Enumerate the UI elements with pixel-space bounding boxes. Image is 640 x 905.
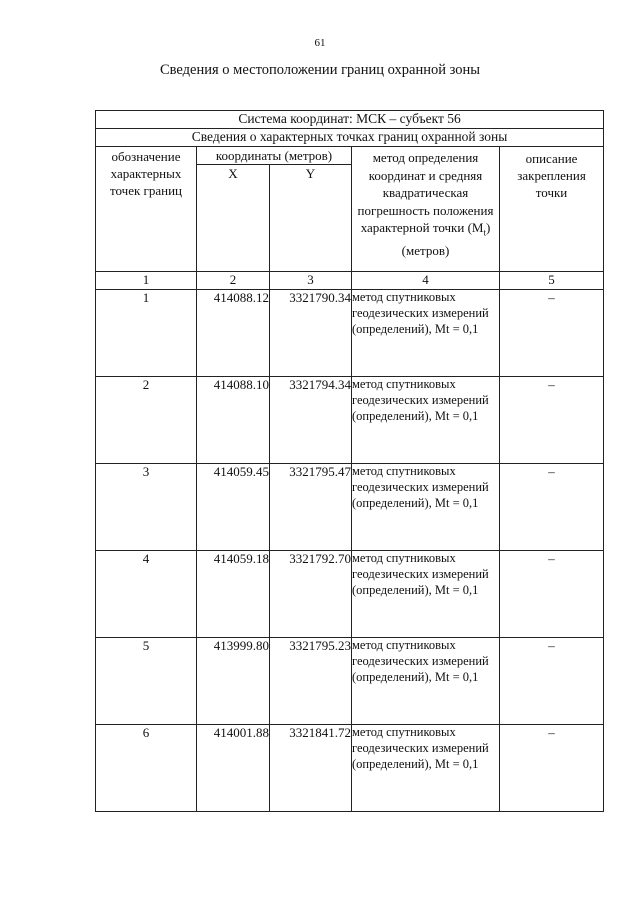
y-cell: 3321795.47 [270, 464, 352, 551]
column-number: 3 [270, 272, 352, 290]
y-cell: 3321794.34 [270, 377, 352, 464]
table-row [96, 290, 604, 377]
description-cell: – [500, 638, 604, 725]
table-subtitle-row [96, 129, 604, 147]
description-cell: – [500, 290, 604, 377]
header-y: Y [270, 165, 352, 272]
table-subtitle-cell: Сведения о характерных точках границ охранной зоны [96, 129, 604, 147]
header-method-text: метод определения координат и средняя квадратическая погрешность положения характерной точки [357, 150, 494, 235]
method-cell: метод спутниковых геодезических измерений (определений), Mt = 0,1 [352, 290, 500, 377]
point-cell: 2 [96, 377, 197, 464]
header-row [96, 147, 604, 165]
column-number: 4 [352, 272, 500, 290]
header-description: описание закрепления точки [500, 147, 604, 272]
method-cell: метод спутниковых геодезических измерений (определений), Mt = 0,1 [352, 377, 500, 464]
y-cell: 3321841.72 [270, 725, 352, 812]
description-cell: – [500, 464, 604, 551]
x-cell: 414088.12 [197, 290, 270, 377]
description-cell: – [500, 551, 604, 638]
x-cell: 414088.10 [197, 377, 270, 464]
boundary-points-table [95, 110, 604, 812]
point-cell: 3 [96, 464, 197, 551]
point-cell: 4 [96, 551, 197, 638]
description-cell: – [500, 725, 604, 812]
page-number: 61 [314, 37, 326, 49]
description-cell: – [500, 377, 604, 464]
method-cell: метод спутниковых геодезических измерений (определений), Mt = 0,1 [352, 638, 500, 725]
header-designation: обозначение характерных точек границ [96, 147, 197, 272]
x-cell: 414001.88 [197, 725, 270, 812]
header-coordinates: координаты (метров) [197, 147, 352, 165]
x-cell: 413999.80 [197, 638, 270, 725]
table-row [96, 638, 604, 725]
method-cell: метод спутниковых геодезических измерений (определений), Mt = 0,1 [352, 551, 500, 638]
table-row [96, 551, 604, 638]
x-cell: 414059.45 [197, 464, 270, 551]
header-x: X [197, 165, 270, 272]
method-cell: метод спутниковых геодезических измерений (определений), Mt = 0,1 [352, 725, 500, 812]
y-cell: 3321792.70 [270, 551, 352, 638]
header-method [352, 147, 500, 272]
x-cell: 414059.18 [197, 551, 270, 638]
point-cell: 5 [96, 638, 197, 725]
y-cell: 3321790.34 [270, 290, 352, 377]
header-method-mt: $(M_t)$ (метров) [401, 220, 491, 259]
coordinate-system-cell: Система координат: МСК – субъект 56 [96, 111, 604, 129]
column-numbers-row [96, 272, 604, 290]
table-row [96, 377, 604, 464]
coordinate-system-row [96, 111, 604, 129]
point-cell: 1 [96, 290, 197, 377]
document-title: Сведения о местоположении границ охранной зоны [159, 62, 480, 78]
y-cell: 3321795.23 [270, 638, 352, 725]
table-row [96, 725, 604, 812]
point-cell: 6 [96, 725, 197, 812]
table-row [96, 464, 604, 551]
column-number: 5 [500, 272, 604, 290]
method-cell: метод спутниковых геодезических измерений (определений), Mt = 0,1 [352, 464, 500, 551]
column-number: 1 [96, 272, 197, 290]
column-number: 2 [197, 272, 270, 290]
